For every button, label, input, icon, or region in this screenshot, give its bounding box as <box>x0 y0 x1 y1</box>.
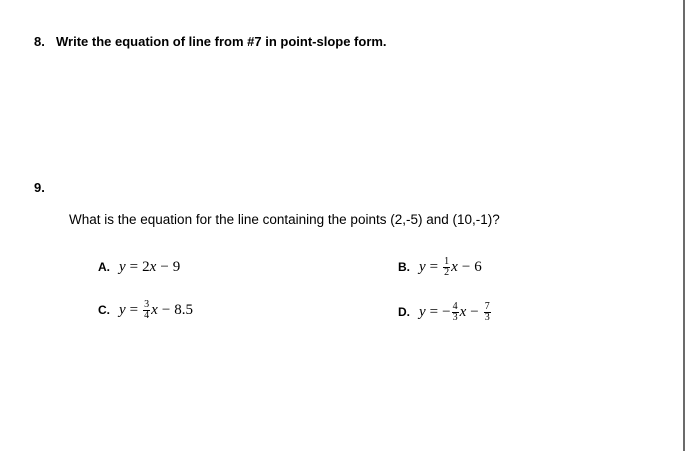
question-8-number: 8. <box>34 34 45 49</box>
choice-c-y: y <box>119 301 126 318</box>
choice-d-fraction-2-denominator: 3 <box>484 311 490 323</box>
choice-d-equals: = <box>429 303 439 320</box>
question-8-text: Write the equation of line from #7 in point-slope form. <box>56 34 387 49</box>
choice-c-x: x <box>151 301 158 318</box>
choice-d-fraction-2-numerator: 7 <box>484 300 490 312</box>
choice-b-fraction <box>443 257 450 278</box>
choice-d-y: y <box>419 303 426 320</box>
choice-b-fraction-denominator: 2 <box>444 266 450 278</box>
choice-a-constant: 9 <box>172 258 181 275</box>
choice-b-constant: 6 <box>474 258 482 275</box>
question-9-number: 9. <box>34 180 45 195</box>
choice-c-letter: C. <box>98 303 110 317</box>
question-9 <box>34 180 56 195</box>
choice-d-x: x <box>459 303 467 320</box>
choice-c-fraction-denominator: 4 <box>144 309 150 321</box>
choice-c-constant: 8.5 <box>174 301 194 318</box>
choice-c <box>98 295 193 325</box>
choice-b <box>398 252 482 282</box>
choice-c-fraction <box>143 300 150 321</box>
question-8 <box>34 34 387 49</box>
choice-c-fraction-numerator: 3 <box>144 298 150 310</box>
choice-c-minus: − <box>161 301 171 318</box>
choice-d-fraction-numerator: 4 <box>452 300 458 312</box>
choice-b-fraction-numerator: 1 <box>444 255 450 267</box>
choice-a-equals: = <box>129 258 139 275</box>
choice-d-minus: − <box>470 303 479 320</box>
choice-b-equals: = <box>429 258 439 275</box>
choice-b-letter: B. <box>398 260 410 274</box>
choice-b-x: x <box>451 258 458 275</box>
choice-d-fraction-denominator: 3 <box>452 311 458 323</box>
choice-d-letter: D. <box>398 305 410 319</box>
choice-b-y: y <box>419 258 426 275</box>
choice-d-fraction-2 <box>484 302 491 323</box>
choice-d <box>398 297 492 327</box>
choice-d-fraction <box>452 302 459 323</box>
choice-a-y: y <box>119 258 126 275</box>
choice-d-negative-sign: − <box>442 303 451 320</box>
choice-b-minus: − <box>461 258 471 275</box>
choice-a <box>98 252 180 282</box>
question-9-prompt: What is the equation for the line containing the points (2,-5) and (10,-1)? <box>69 212 500 227</box>
choice-c-equals: = <box>129 301 139 318</box>
choice-a-x: x <box>149 258 157 275</box>
choice-a-minus: − <box>160 258 169 275</box>
choice-a-coefficient: 2 <box>142 258 150 275</box>
choice-a-letter: A. <box>98 260 110 274</box>
